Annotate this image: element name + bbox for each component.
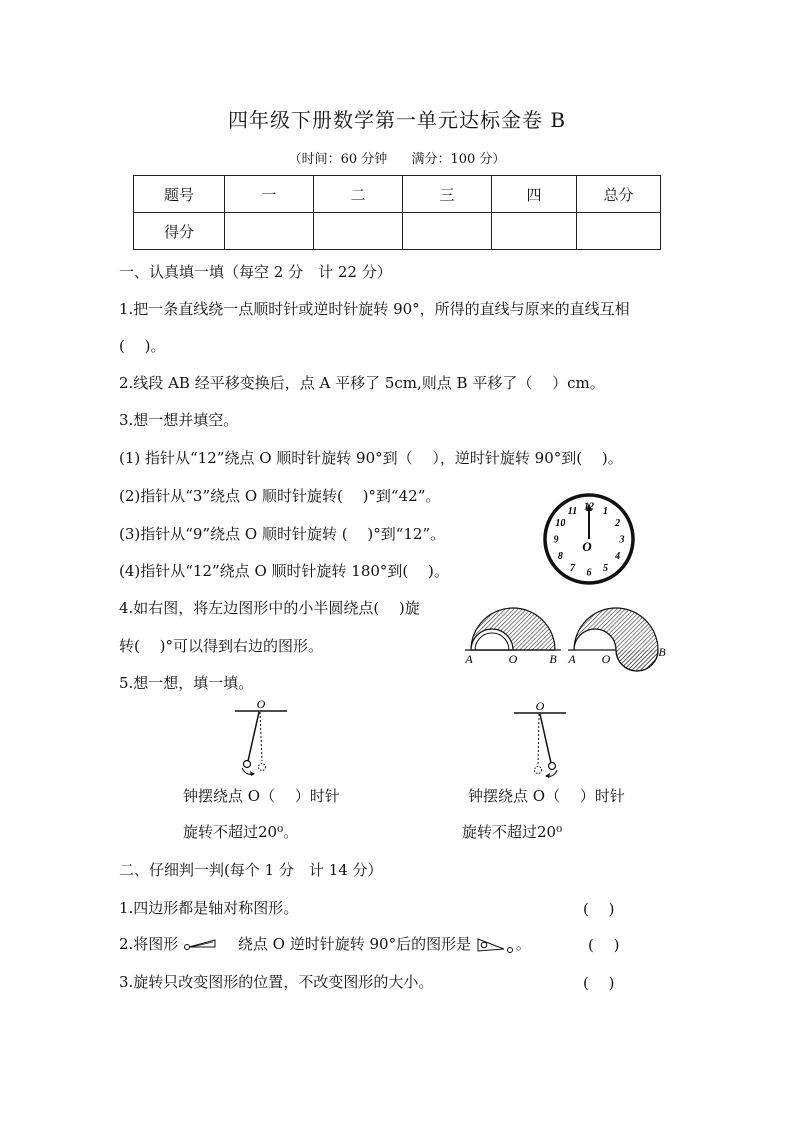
judge-1: 1.四边形都是轴对称图形。 (119, 899, 299, 917)
header-cell: 二 (314, 176, 403, 213)
original-rod (260, 712, 262, 761)
judge-3-answer[interactable]: ( ) (583, 974, 615, 992)
label-o: O (601, 652, 611, 666)
question-4-line2: 转( )°可以得到右边的图形。 (119, 637, 323, 655)
question-1-line1: 1.把一条直线绕一点顺时针或逆时针旋转 90°，所得的直线与原来的直线互相 (119, 300, 630, 318)
question-2: 2.线段 AB 经平移变换后，点 A 平移了 5cm,则点 B 平移了（ ）cm。 (119, 374, 605, 392)
label-b: B (658, 645, 666, 659)
score-table-score-row (134, 213, 661, 250)
clock-center-label: O (582, 539, 592, 554)
rotated-small-semicircle (616, 650, 658, 671)
question-5: 5.想一想，填一填。 (119, 674, 254, 692)
original-bob (259, 764, 266, 771)
question-3-2: (2)指针从“3”绕点 O 顺时针旋转( )°到“42”。 (119, 487, 441, 505)
judge-2-part-b: 绕点 O 逆时针旋转 90°后的图形是 (237, 935, 472, 953)
score-cell[interactable] (403, 213, 492, 250)
header-cell: 总分 (577, 176, 661, 213)
clock-number: 3 (619, 534, 625, 546)
clock-number: 11 (567, 505, 578, 517)
judge-2-part-a: 2.将图形 (119, 935, 179, 953)
judge-2 (119, 934, 531, 955)
question-3-1: (1) 指针从“12”绕点 O 顺时针旋转 90°到（ ），逆时针旋转 90°到( )。 (119, 449, 623, 467)
clock-number: 1 (603, 505, 608, 517)
triangle-figure-icon (183, 935, 233, 955)
judge-1-answer[interactable]: ( ) (583, 900, 615, 918)
score-cell[interactable] (314, 213, 403, 250)
pendulum-bob (244, 761, 251, 768)
question-3-3: (3)指针从“9”绕点 O 顺时针旋转 ( )°到“12”。 (119, 525, 446, 543)
pivot-label: O (535, 699, 545, 713)
judge-3: 3.旋转只改变图形的位置，不改变图形的大小。 (119, 973, 434, 991)
pendulum-right-text-2: 旋转不超过20⁰ (462, 823, 563, 841)
pendulum-right-figure (512, 698, 572, 778)
time-limit: （时间：60 分钟 (288, 152, 388, 167)
section1-heading: 一、认真填一填（每空 2 分 计 22 分） (119, 263, 392, 281)
pendulum-left-figure (232, 696, 292, 776)
clock-number: 5 (603, 563, 608, 575)
header-cell: 四 (492, 176, 577, 213)
label-o: O (508, 652, 518, 666)
original-rod (538, 714, 539, 766)
header-cell: 三 (403, 176, 492, 213)
pendulum-left-text-1: 钟摆绕点 O（ ）时针 (183, 787, 340, 805)
semicircle-figure-right (566, 600, 666, 680)
question-3-4: (4)指针从“12”绕点 O 顺时针旋转 180°到( )。 (119, 562, 449, 580)
arrow-head (545, 773, 550, 778)
label-a: A (465, 652, 473, 666)
judge-2-part-c: 。 (515, 935, 531, 953)
original-bob (535, 767, 542, 774)
question-3: 3.想一想并填空。 (119, 411, 239, 429)
rotated-triangle-icon (476, 935, 516, 955)
clock-number: 8 (557, 551, 563, 562)
header-cell: 一 (225, 176, 314, 213)
arrow-head (250, 771, 255, 776)
clock-number: 7 (570, 563, 575, 575)
clock-number: 9 (553, 534, 559, 546)
page-title: 四年级下册数学第一单元达标金卷 B (227, 108, 567, 132)
header-cell: 题号 (134, 176, 225, 213)
row-label-cell: 得分 (134, 213, 225, 250)
pendulum-rod (540, 714, 551, 763)
clock-number: 2 (615, 518, 621, 529)
pendulum-right-text-1: 钟摆绕点 O（ ）时针 (468, 787, 625, 805)
clock-number: 12 (584, 501, 594, 513)
full-score: 满分：100 分） (411, 152, 506, 167)
score-cell[interactable] (225, 213, 314, 250)
score-table-header-row (134, 176, 661, 213)
exam-info (0, 148, 794, 167)
clock-number: 10 (555, 518, 566, 529)
clock-figure (541, 491, 637, 587)
clock-number: 6 (586, 567, 592, 579)
clock-number: 4 (615, 551, 621, 562)
pivot-label: O (256, 697, 266, 711)
label-b: B (549, 652, 557, 666)
pendulum-left-text-2: 旋转不超过20⁰。 (183, 823, 299, 841)
semicircle-figure-left (463, 600, 563, 670)
pendulum-rod (248, 712, 259, 761)
score-cell[interactable] (492, 213, 577, 250)
question-4-line1: 4.如右图，将左边图形中的小半圆绕点( )旋 (119, 599, 420, 617)
score-cell[interactable] (577, 213, 661, 250)
label-a: A (568, 652, 576, 666)
section2-heading: 二、仔细判一判(每个 1 分 计 14 分） (119, 861, 383, 879)
score-table (133, 175, 661, 250)
judge-2-answer[interactable]: ( ) (588, 936, 620, 954)
pendulum-bob (549, 763, 556, 770)
question-1-line2: ( )。 (119, 337, 166, 355)
